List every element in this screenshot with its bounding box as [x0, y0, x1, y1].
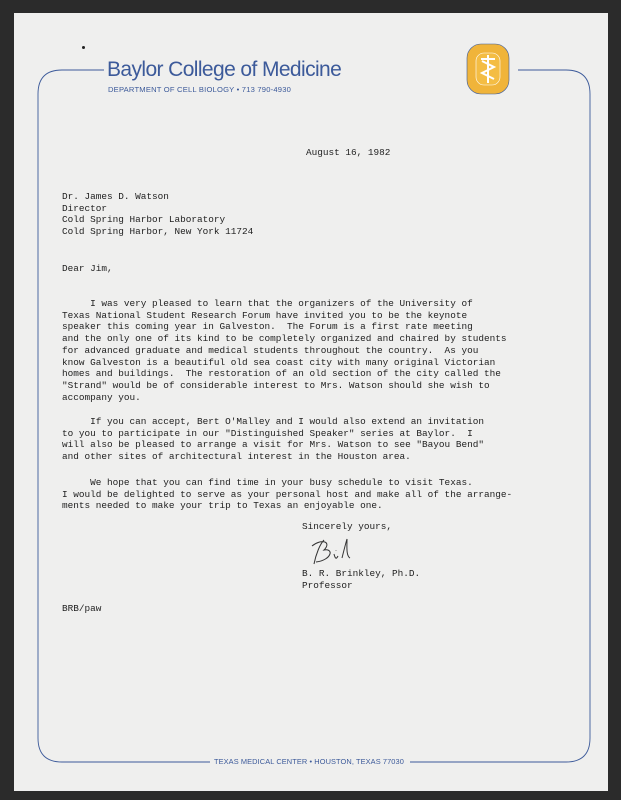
body-line: and other sites of architectural interest in the Houston area. — [62, 451, 411, 463]
body-line: ments needed to make your trip to Texas an enjoyable one. — [62, 500, 383, 512]
body-line: I was very pleased to learn that the organizers of the University of — [62, 298, 473, 309]
letter-date: August 16, 1982 — [306, 147, 391, 158]
address-line: Cold Spring Harbor Laboratory — [62, 214, 226, 226]
body-line: If you can accept, Bert O'Malley and I would also extend an invitation — [62, 416, 484, 427]
body-line: for advanced graduate and medical students throughout the country. As you — [62, 344, 479, 356]
address-line: Director — [62, 202, 108, 214]
punch-mark — [82, 46, 85, 49]
institution-name: Baylor College of Medicine — [107, 58, 342, 81]
body-line: and the only one of its kind to be completely organized and chaired by students — [62, 333, 507, 345]
body-line: speaker this coming year in Galveston. The Forum is a first rate meeting — [62, 321, 473, 333]
address-line: Cold Spring Harbor, New York 11724 — [62, 226, 254, 238]
body-line: We hope that you can find time in your busy schedule to visit Texas. — [62, 477, 473, 488]
reference-initials: BRB/paw — [62, 603, 102, 614]
body-line: I would be delighted to serve as your personal host and make all of the arrange- — [62, 488, 513, 500]
salutation: Dear Jim, — [62, 263, 113, 274]
recipient-address — [62, 191, 253, 238]
closing: Sincerely yours, — [302, 521, 393, 532]
body-line: know Galveston is a beautiful old sea coast city with many original Victorian — [62, 356, 496, 368]
handwritten-signature — [306, 536, 356, 568]
paragraph-1 — [62, 298, 506, 403]
body-line: homes and buildings. The restoration of an old section of the city called the — [62, 368, 501, 380]
body-line: will also be pleased to arrange a visit for Mrs. Watson to see "Bayou Bend" — [62, 439, 484, 451]
paragraph-3 — [62, 477, 512, 512]
body-line: accompany you. — [62, 391, 141, 403]
department-line: DEPARTMENT OF CELL BIOLOGY • 713 790-4930 — [108, 85, 292, 94]
college-seal-logo — [466, 43, 510, 95]
address-line: Dr. James D. Watson — [62, 191, 169, 202]
body-line: Texas National Student Research Forum have invited you to be the keynote — [62, 309, 468, 321]
body-line: to you to participate in our "Distinguished Speaker" series at Baylor. I — [62, 427, 473, 439]
signer-title: Professor — [302, 580, 353, 591]
letterhead-footer: TEXAS MEDICAL CENTER • HOUSTON, TEXAS 77030 — [214, 757, 404, 766]
signer-name: B. R. Brinkley, Ph.D. — [302, 568, 421, 579]
paragraph-2 — [62, 416, 484, 463]
body-line: "Strand" would be of considerable interest to Mrs. Watson should she wish to — [62, 379, 490, 391]
